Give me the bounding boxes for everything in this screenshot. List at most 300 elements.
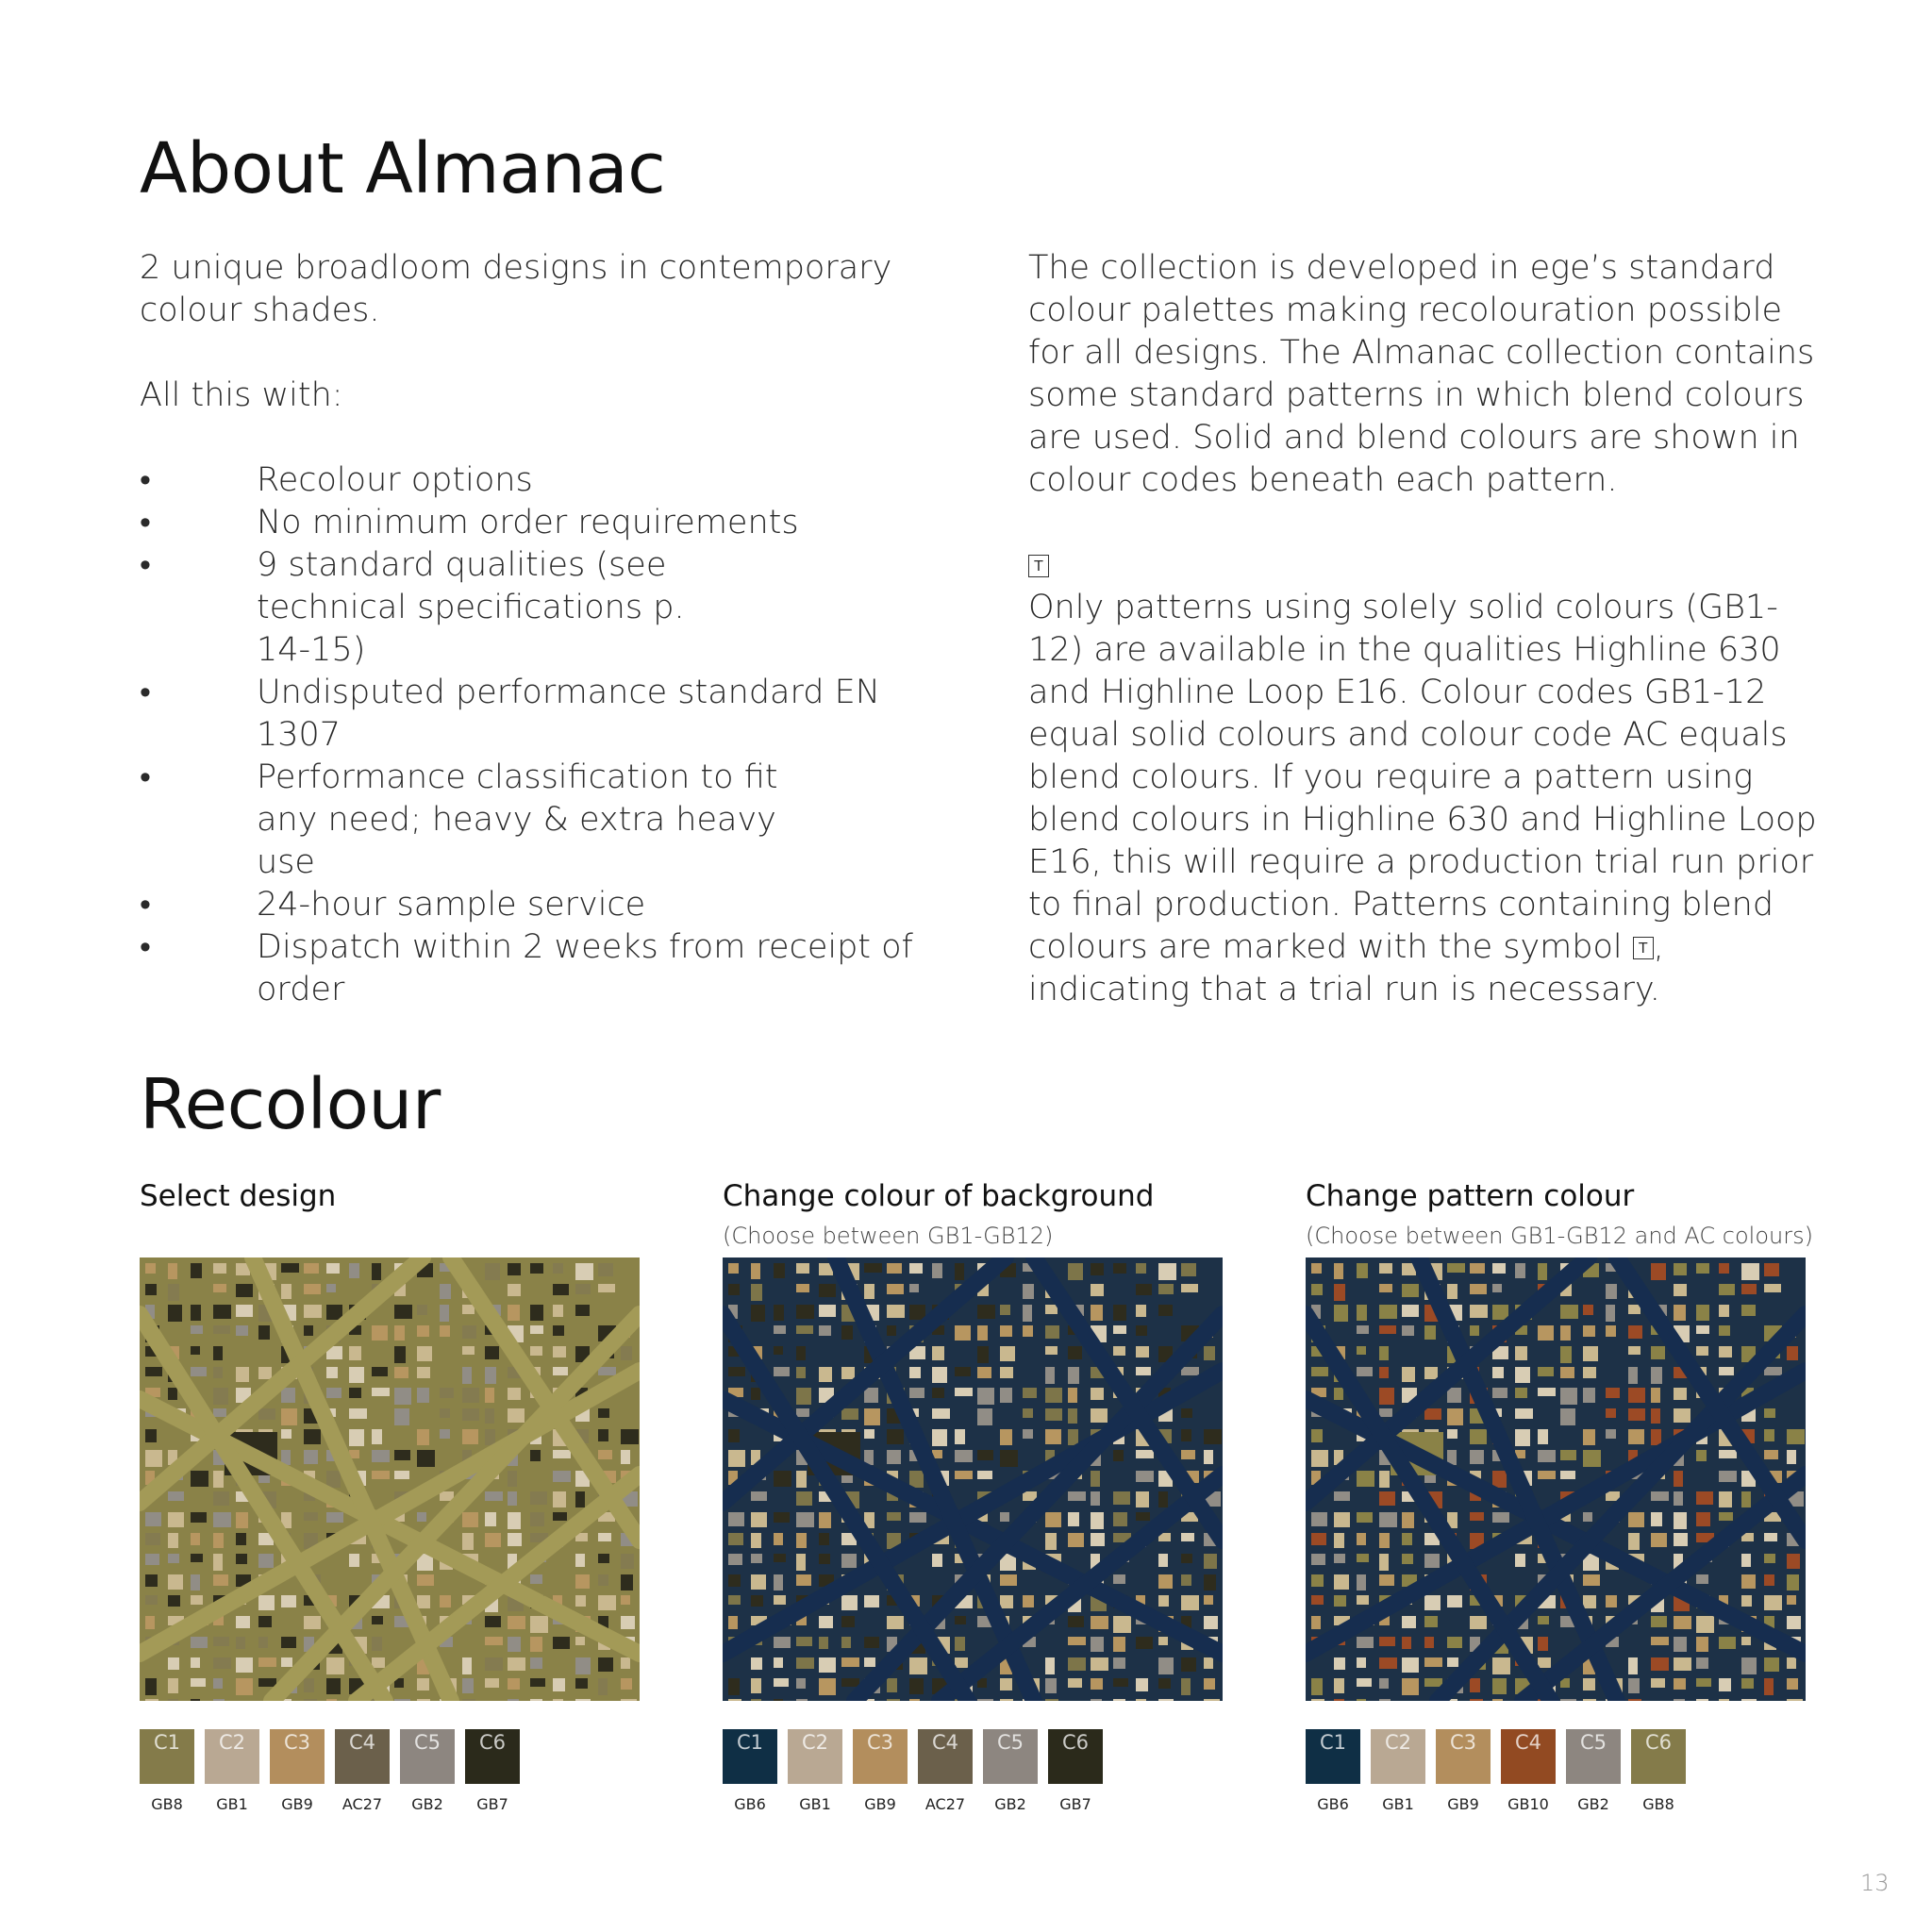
pattern-tile (1113, 1574, 1125, 1584)
pattern-tile (508, 1491, 517, 1506)
pattern-tile (1311, 1616, 1321, 1629)
recolour-column-pattern (1306, 1179, 1872, 1249)
pattern-tile (1379, 1637, 1395, 1646)
pattern-tile (485, 1367, 496, 1384)
swatch-label: C5 (1566, 1729, 1621, 1784)
pattern-tile (191, 1367, 207, 1376)
pattern-tile (1402, 1533, 1412, 1545)
pattern-tile (1787, 1616, 1801, 1629)
pattern-tile (1136, 1699, 1146, 1701)
pattern-tile (553, 1450, 571, 1458)
pattern-tile (530, 1699, 542, 1701)
pattern-tile (281, 1284, 291, 1299)
carpet-pattern-image (723, 1257, 1223, 1701)
pattern-tile (774, 1554, 786, 1562)
pattern-tile (145, 1533, 160, 1545)
pattern-tile (1334, 1699, 1344, 1701)
pattern-tile (1045, 1533, 1057, 1550)
pattern-tile (553, 1325, 564, 1336)
pattern-tile (796, 1305, 814, 1319)
pattern-tile (1379, 1367, 1389, 1378)
pattern-tile (819, 1637, 828, 1649)
pattern-tile (1136, 1450, 1154, 1458)
pattern-tile (1113, 1657, 1125, 1669)
pattern-tile (508, 1678, 520, 1690)
pattern-tile (417, 1388, 429, 1403)
pattern-tile (955, 1616, 966, 1624)
pattern-tile (1379, 1657, 1397, 1669)
pattern-tile (1719, 1637, 1736, 1649)
pattern-tile (1402, 1657, 1419, 1673)
pattern-tile (1719, 1284, 1735, 1295)
pattern-tile (326, 1367, 338, 1378)
pattern-tile (1583, 1367, 1596, 1378)
pattern-tile (774, 1471, 791, 1487)
pattern-tile (1357, 1657, 1366, 1668)
pattern-tile (1674, 1512, 1687, 1529)
pattern-tile (236, 1637, 245, 1649)
swatch-code: GB2 (994, 1795, 1026, 1813)
pattern-tile (191, 1574, 200, 1591)
pattern-tile (462, 1657, 472, 1674)
pattern-tile (349, 1429, 364, 1446)
pattern-tile (1651, 1367, 1662, 1384)
pattern-tile (1379, 1574, 1394, 1586)
pattern-tile (1696, 1263, 1709, 1274)
colour-swatch (270, 1729, 325, 1813)
swatch-code: GB9 (1447, 1795, 1479, 1813)
about-bullet: • No minimum order requirements (140, 502, 913, 544)
pattern-tile (1334, 1491, 1350, 1501)
pattern-tile (1158, 1284, 1174, 1294)
pattern-tile (1583, 1325, 1595, 1337)
about-bullet: • 9 standard qualities (see technical specifications p. 14-15) (140, 544, 747, 672)
pattern-tile (841, 1637, 851, 1648)
pattern-tile (1696, 1305, 1709, 1321)
pattern-tile (1181, 1408, 1192, 1418)
pattern-tile (304, 1450, 318, 1464)
pattern-tile (1470, 1305, 1488, 1318)
pattern-tile (575, 1574, 590, 1589)
pattern-tile (1696, 1450, 1707, 1461)
pattern-tile (1379, 1346, 1389, 1360)
pattern-tile (145, 1678, 157, 1695)
pattern-tile (841, 1325, 853, 1340)
pattern-tile (485, 1346, 499, 1359)
pattern-tile (1515, 1408, 1533, 1419)
pattern-tile (213, 1637, 229, 1646)
colour-swatch-row (723, 1729, 1103, 1813)
pattern-tile (1787, 1699, 1803, 1701)
pattern-tile (462, 1305, 475, 1314)
pattern-tile (236, 1678, 253, 1695)
pattern-tile (213, 1678, 223, 1689)
pattern-tile (1606, 1595, 1617, 1607)
pattern-tile (258, 1325, 270, 1340)
recolour-column-select-design (140, 1179, 640, 1223)
pattern-tile (1470, 1512, 1484, 1521)
pattern-tile (281, 1263, 299, 1273)
pattern-tile (417, 1678, 429, 1690)
pattern-tile (1091, 1284, 1104, 1296)
pattern-tile (819, 1533, 829, 1545)
pattern-tile (236, 1305, 253, 1317)
pattern-tile (349, 1367, 364, 1383)
pattern-tile (774, 1346, 783, 1355)
pattern-tile (258, 1616, 272, 1627)
pattern-tile (819, 1512, 831, 1528)
pattern-tile (1357, 1471, 1374, 1487)
pattern-tile (1204, 1450, 1213, 1464)
pattern-tile (530, 1263, 543, 1274)
pattern-tile (1023, 1408, 1033, 1418)
pattern-tile (1674, 1408, 1690, 1423)
pattern-tile (728, 1429, 740, 1442)
pattern-tile (1379, 1263, 1392, 1274)
pattern-tile (796, 1657, 814, 1669)
pattern-tile (1357, 1305, 1367, 1321)
pattern-tile (168, 1554, 179, 1563)
pattern-tile (751, 1678, 761, 1693)
pattern-tile (1136, 1263, 1146, 1274)
pattern-tile (1045, 1657, 1055, 1674)
pattern-tile (1204, 1657, 1213, 1669)
pattern-tile (1000, 1346, 1015, 1361)
pattern-tile (281, 1408, 297, 1425)
pattern-tile (864, 1657, 875, 1667)
pattern-tile (372, 1263, 381, 1280)
pattern-tile (1113, 1616, 1131, 1633)
pattern-tile (887, 1699, 900, 1701)
pattern-tile (1674, 1616, 1691, 1629)
pattern-tile (1204, 1574, 1216, 1591)
pattern-tile (485, 1533, 501, 1547)
pattern-tile (258, 1554, 274, 1568)
swatch-label: C5 (983, 1729, 1038, 1784)
pattern-tile (1651, 1678, 1665, 1688)
pattern-tile (168, 1574, 183, 1590)
pattern-tile (864, 1263, 882, 1273)
pattern-tile (1158, 1554, 1168, 1567)
pattern-tile (417, 1325, 429, 1337)
pattern-tile (909, 1657, 927, 1674)
pattern-tile (1651, 1429, 1661, 1445)
pattern-tile (1402, 1284, 1419, 1297)
pattern-tile (258, 1595, 275, 1610)
pattern-tile (213, 1367, 223, 1378)
swatch-code: AC27 (341, 1795, 383, 1813)
pattern-tile (1741, 1678, 1754, 1689)
pattern-tile (1628, 1408, 1645, 1421)
pattern-tile (1113, 1491, 1130, 1505)
pattern-tile (932, 1554, 942, 1567)
pattern-tile (1181, 1678, 1191, 1695)
pattern-tile (417, 1574, 434, 1586)
pattern-tile (1091, 1491, 1100, 1506)
pattern-tile (1402, 1512, 1414, 1528)
pattern-tile (1045, 1305, 1058, 1314)
pattern-tile (1764, 1595, 1782, 1610)
about-bullet-list (140, 459, 913, 1011)
pattern-tile (372, 1325, 388, 1341)
pattern-tile (841, 1408, 858, 1420)
pattern-tile (553, 1699, 563, 1701)
pattern-tile (1787, 1574, 1799, 1591)
pattern-tile (819, 1554, 830, 1564)
pattern-tile (819, 1325, 831, 1336)
pattern-tile (796, 1325, 813, 1334)
pattern-tile (1764, 1678, 1774, 1695)
pattern-tile (1068, 1637, 1086, 1645)
pattern-tile (349, 1554, 359, 1567)
pattern-tile (1334, 1305, 1348, 1322)
pattern-tile (1113, 1512, 1127, 1526)
column-title: Select design (140, 1179, 337, 1213)
pattern-tile (530, 1325, 543, 1334)
pattern-tile (819, 1367, 832, 1382)
pattern-tile (1334, 1284, 1345, 1301)
pattern-tile (575, 1637, 585, 1645)
pattern-tile (1492, 1367, 1504, 1378)
pattern-tile (728, 1554, 742, 1565)
pattern-tile (864, 1429, 874, 1439)
pattern-tile (1000, 1450, 1018, 1467)
swatch-label: C5 (400, 1729, 455, 1784)
pattern-tile (168, 1305, 182, 1322)
pattern-tile (774, 1699, 783, 1701)
pattern-tile (1045, 1388, 1062, 1403)
pattern-tile (1068, 1533, 1084, 1547)
pattern-tile (1357, 1263, 1368, 1278)
pattern-tile (394, 1325, 405, 1341)
pattern-tile (372, 1471, 390, 1479)
pattern-tile (1583, 1699, 1596, 1701)
column-title: Change pattern colour (1306, 1179, 1635, 1213)
pattern-tile (887, 1263, 902, 1274)
pattern-tile (598, 1574, 608, 1586)
trial-run-symbol-icon: T (1633, 937, 1654, 959)
pattern-tile (977, 1305, 995, 1319)
pattern-tile (1628, 1678, 1640, 1693)
swatch-label: C6 (465, 1729, 520, 1784)
pattern-tile (1583, 1678, 1595, 1690)
pattern-tile (1357, 1637, 1374, 1648)
pattern-tile (1651, 1512, 1662, 1526)
pattern-tile (598, 1554, 609, 1563)
pattern-tile (145, 1554, 159, 1565)
pattern-tile (1204, 1616, 1218, 1629)
pattern-tile (751, 1533, 761, 1548)
pattern-tile (1470, 1450, 1484, 1464)
pattern-tile (1091, 1533, 1105, 1546)
pattern-tile (841, 1616, 855, 1627)
pattern-tile (1492, 1388, 1507, 1398)
pattern-tile (191, 1554, 203, 1562)
pattern-tile (1696, 1657, 1708, 1669)
pattern-tile (462, 1429, 478, 1444)
pattern-tile (1764, 1533, 1777, 1541)
pattern-tile (236, 1284, 253, 1297)
colour-swatch (1631, 1729, 1686, 1813)
pattern-tile (819, 1616, 833, 1628)
pattern-tile (1583, 1429, 1595, 1445)
pattern-tile (1158, 1595, 1169, 1607)
pattern-tile (1492, 1678, 1507, 1694)
pattern-tile (796, 1678, 806, 1689)
pattern-tile (213, 1263, 226, 1274)
pattern-tile (1334, 1657, 1345, 1670)
pattern-tile (1741, 1284, 1757, 1294)
about-right-column (1028, 247, 1821, 1011)
pattern-tile (955, 1325, 971, 1341)
pattern-tile (1492, 1699, 1503, 1701)
pattern-tile (1311, 1574, 1324, 1587)
colour-swatch (465, 1729, 520, 1813)
pattern-tile (530, 1574, 542, 1584)
pattern-tile (1158, 1657, 1174, 1674)
pattern-tile (841, 1367, 855, 1379)
colour-swatch (205, 1729, 259, 1813)
pattern-tile (1651, 1657, 1669, 1671)
pattern-tile (236, 1512, 248, 1528)
swatch-label: C6 (1631, 1729, 1686, 1784)
pattern-tile (168, 1512, 184, 1527)
pattern-tile (909, 1388, 924, 1398)
pattern-tile (1068, 1408, 1077, 1424)
pattern-tile (236, 1325, 248, 1336)
pattern-tile (485, 1657, 503, 1671)
pattern-tile (819, 1305, 836, 1317)
pattern-tile (1379, 1512, 1397, 1527)
swatch-label: C2 (1371, 1729, 1425, 1784)
pattern-tile (417, 1429, 429, 1445)
colour-swatch (918, 1729, 973, 1813)
pattern-tile (774, 1533, 783, 1545)
pattern-tile (1764, 1657, 1779, 1672)
about-bullet: • Performance classification to fit any need; heavy & extra heavy use (140, 757, 841, 884)
pattern-tile (728, 1616, 738, 1629)
pattern-tile (621, 1616, 635, 1629)
pattern-tile (145, 1263, 156, 1274)
colour-swatch (983, 1729, 1038, 1813)
pattern-tile (508, 1616, 525, 1629)
pattern-tile (932, 1429, 947, 1446)
pattern-tile (1674, 1305, 1686, 1321)
pattern-tile (1113, 1637, 1125, 1652)
pattern-tile (304, 1512, 318, 1521)
pattern-tile (819, 1657, 836, 1673)
pattern-tile (1113, 1346, 1125, 1356)
pattern-tile (1023, 1305, 1032, 1322)
pattern-tile (796, 1512, 814, 1527)
pattern-tile (1470, 1616, 1487, 1629)
pattern-tile (1158, 1305, 1173, 1316)
pattern-tile (1538, 1616, 1549, 1624)
pattern-tile (1741, 1305, 1756, 1316)
pattern-tile (417, 1367, 430, 1378)
pattern-tile (1045, 1408, 1062, 1421)
pattern-tile (1651, 1616, 1667, 1627)
pattern-tile (796, 1388, 811, 1405)
pattern-tile (1787, 1554, 1800, 1569)
swatch-label: C2 (788, 1729, 842, 1784)
pattern-tile (553, 1346, 566, 1357)
pattern-tile (1492, 1657, 1510, 1674)
pattern-tile (508, 1305, 520, 1321)
pattern-tile (1136, 1471, 1154, 1482)
pattern-tile (1787, 1657, 1796, 1669)
pattern-tile (462, 1512, 478, 1527)
pattern-tile (304, 1616, 321, 1629)
about-with-label: All this with: (140, 376, 343, 414)
pattern-tile (1068, 1429, 1078, 1445)
pattern-tile (1204, 1346, 1215, 1360)
pattern-tile (1357, 1554, 1369, 1562)
pattern-tile (1492, 1471, 1507, 1488)
pattern-tile (191, 1263, 202, 1278)
pattern-tile (213, 1512, 231, 1527)
pattern-tile (530, 1616, 548, 1633)
pattern-tile (258, 1637, 268, 1648)
pattern-tile (1628, 1305, 1641, 1314)
pattern-tile (1538, 1637, 1548, 1651)
pattern-tile (1764, 1429, 1774, 1441)
pattern-tile (598, 1263, 613, 1276)
pattern-tile (1181, 1450, 1195, 1459)
colour-swatch (1436, 1729, 1491, 1813)
pattern-tile (440, 1408, 450, 1418)
swatch-label: C4 (1501, 1729, 1556, 1784)
about-right-para2-text: Only patterns using solely solid colours (GB1-12) are available in the qualities Highline 630 and Highline Loop E16. Colour codes GB1-12 equal solid colours and colour code AC equals blend colours. If you require a pattern using blend colours in Highline 630 and Highline Loop E16, this will require a production trial run prior to final production. Patterns containing blend colours are marked with the symbol (1028, 589, 1817, 966)
pattern-tile (887, 1512, 901, 1521)
pattern-tile (213, 1657, 231, 1669)
pattern-tile (864, 1284, 874, 1299)
pattern-tile (1651, 1263, 1666, 1280)
about-title: About Almanac (140, 128, 666, 209)
pattern-tile (751, 1699, 761, 1701)
pattern-tile (508, 1699, 519, 1701)
pattern-tile (955, 1450, 973, 1462)
pattern-tile (553, 1491, 566, 1507)
pattern-tile (213, 1471, 224, 1488)
pattern-tile (575, 1554, 585, 1567)
pattern-tile (236, 1533, 246, 1545)
about-bullet: • 24-hour sample service (140, 884, 913, 926)
pattern-tile (1379, 1325, 1396, 1334)
about-right-para2 (1028, 587, 1821, 1011)
pattern-tile (728, 1284, 740, 1295)
pattern-tile (145, 1367, 162, 1376)
pattern-tile (1447, 1263, 1465, 1273)
pattern-tile (751, 1305, 765, 1322)
pattern-tile (145, 1450, 162, 1467)
pattern-tile (168, 1388, 177, 1400)
pattern-tile (1696, 1616, 1714, 1633)
pattern-tile (1000, 1388, 1012, 1403)
trial-symbol-line (1028, 544, 1821, 587)
pattern-tile (751, 1574, 766, 1590)
pattern-tile (1538, 1388, 1556, 1396)
pattern-tile (1334, 1533, 1344, 1548)
pattern-tile (932, 1367, 947, 1383)
pattern-tile (796, 1367, 806, 1378)
pattern-tile (1136, 1678, 1148, 1691)
pattern-tile (485, 1388, 494, 1403)
pattern-tile (508, 1533, 522, 1546)
column-title: Change colour of background (723, 1179, 1155, 1213)
pattern-tile (575, 1263, 593, 1280)
pattern-tile (796, 1284, 809, 1292)
